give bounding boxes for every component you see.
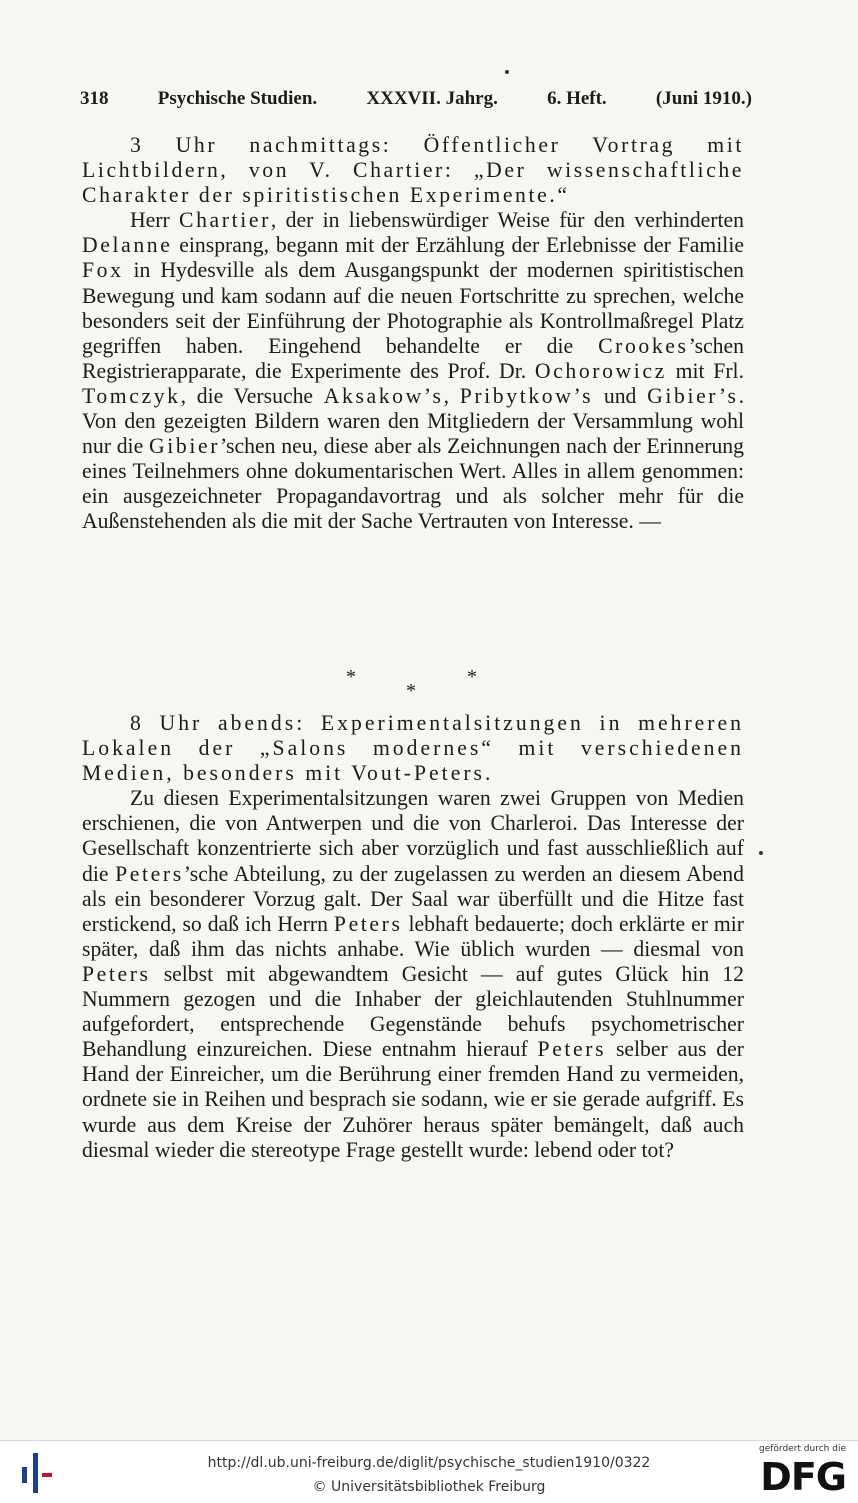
page-number: 318 [80,88,109,109]
name-crookes: Crookes [598,333,689,358]
name-tomczyk: Tomczyk [82,383,181,408]
name-fox: Fox [82,258,124,283]
paragraph-lecture-heading: 3 Uhr nachmittags: Öffentlicher Vortrag mit Lichtbildern, von V. Chartier: „Der wissenschaftliche Charakter der spiritistischen Experimente.“ [82,133,744,208]
separator-asterisk: * [467,666,477,688]
name-gibier: Gibier’s [647,383,739,408]
name-peters: Peters [537,1037,607,1062]
name-peters: Peters [82,961,151,986]
issue: 6. Heft. [547,88,607,109]
section-separator [300,666,550,706]
funding-caption: gefördert durch die [759,1444,846,1454]
journal-title: Psychische Studien. [157,88,318,109]
copyright-notice: © Universitätsbibliothek Freiburg [312,1479,546,1495]
paragraph-lecture-report: Herr Chartier, der in liebenswürdiger Weise für den verhinderten Delanne einsprang, begann mit der Erzählung der Erlebnisse der Familie Fox in Hydesville als dem Ausgangspunkt der modernen spiritistischen Bewegung und kam sodann auf die neuen Fortschritte zu sprechen, welche besonders seit der Einführung der Photographie als Kontrollmaßregel Platz gegriffen haben. Eingehend behandelte er die Crookes’schen Registrierapparate, die Experimente des Prof. Dr. Ochorowicz mit Frl. Tomczyk, die Versuche Aksakow’s, Pribytkow’s und Gibier’s. Von den gezeigten Bildern waren den Mitgliedern der Versammlung wohl nur die Gibier’schen neu, diese aber als Zeichnungen nach der Erinnerung eines Teilnehmers ohne dokumentarischen Wert. Alles in allem genommen: ein ausgezeichneter Propagandavortrag und als solcher mehr für die Außenstehenden als die mit der Sache Vertrauten von Interesse. — [82,208,745,534]
issue-date: (Juni 1910.) [655,88,752,109]
text-block-1 [82,133,744,535]
name-aksakow: Aksakow’s [323,383,444,408]
print-speck [505,70,509,74]
repository-footer [0,1440,858,1503]
name-chartier: Chartier [179,208,271,233]
paragraph-sessions-report: Zu diesen Experimentalsitzungen waren zwei Gruppen von Medien erschienen, die von Antwerpen und die von Charleroi. Das Interesse der Gesellschaft konzentrierte sich aber vorzüglich und fast ausschließlich auf die Peters’sche Abteilung, zu der zugelassen zu werden an diesem Abend als ein besonderer Vorzug galt. Der Saal war überfüllt und die Hitze fast erstickend, so daß ich Herrn Peters lebhaft bedauerte; doch erklärte er mir später, daß ihm das nichts anhabe. Wie üblich wurden — diesmal von Peters selbst mit abgewandtem Gesicht — auf gutes Glück hin 12 Nummern gezogen und die Inhaber der gleichlautenden Stuhlnummer aufgefordert, entsprechende Gegenstände behufs psychometrischer Behandlung einzureichen. Diese entnahm hierauf Peters selber aus der Hand der Einreicher, um die Berührung einer fremden Hand zu vermeiden, ordnete sie in Reihen und besprach sie sodann, wie er sie gerade aufgriff. Es wurde aus dem Kreise der Zuhörer heraus später bemängelt, daß auch diesmal wieder die stereotype Frage gestellt wurde: lebend oder tot? [82,786,744,1162]
name-gibier-2: Gibier [149,434,221,459]
text-block-2 [82,711,744,1163]
separator-asterisk: * [346,666,356,688]
source-url-link[interactable]: http://dl.ub.uni-freiburg.de/diglit/psychische_studien1910/0322 [207,1455,651,1471]
running-header [80,87,752,111]
name-delanne: Delanne [82,233,173,258]
name-peters: Peters [333,911,403,936]
volume: XXXVII. Jahrg. [366,88,498,109]
name-ochorowicz: Ochorowicz [534,358,667,383]
dfg-logo-icon: DFG [760,1455,846,1499]
name-peters: Peters [115,861,184,886]
name-pribytkow: Pribytkow’s [459,383,594,408]
print-speck [759,851,763,855]
paragraph-sessions-heading: 8 Uhr abends: Experimentalsitzungen in mehreren Lokalen der „Salons modernes“ mit verschiedenen Medien, besonders mit Vout-Peters. [82,711,744,786]
separator-asterisk: * [406,680,416,702]
